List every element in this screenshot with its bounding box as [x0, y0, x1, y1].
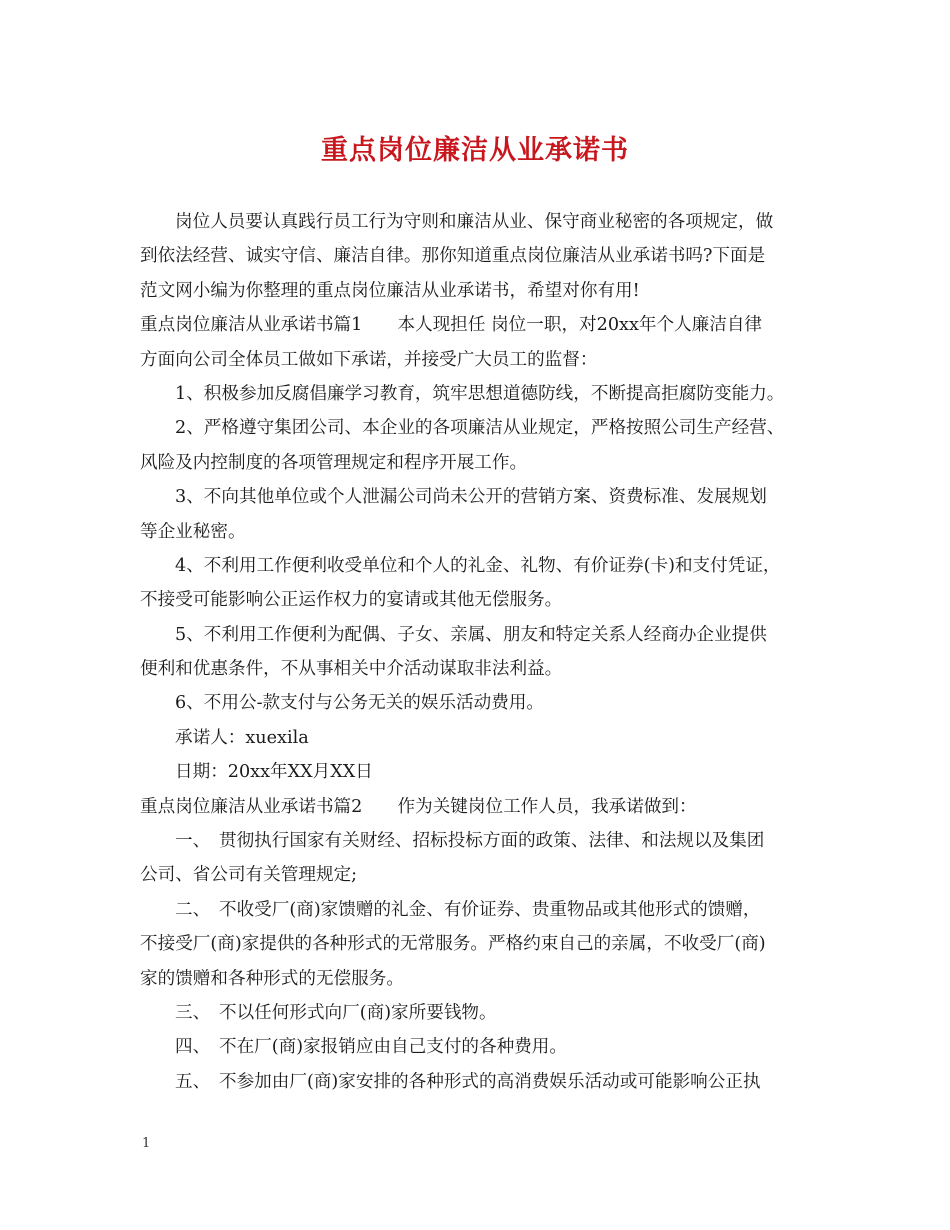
text-line: 范文网小编为你整理的重点岗位廉洁从业承诺书，希望对你有用!: [140, 280, 640, 301]
text-line: 重点岗位廉洁从业承诺书篇1 本人现担任 岗位一职，对20xx年个人廉洁自律: [140, 315, 763, 336]
text-line: 3、不向其他单位或个人泄漏公司尚未公开的营销方案、资费标准、发展规划: [175, 487, 767, 508]
text-line: 等企业秘密。: [140, 521, 246, 542]
text-line: 岗位人员要认真践行员工行为守则和廉洁从业、保守商业秘密的各项规定，做: [175, 212, 774, 232]
text-line: 三、 不以任何形式向厂(商)家所要钱物。: [175, 1002, 497, 1023]
document-body: [140, 205, 820, 1099]
text-line: 日期：20xx年XX月XX日: [175, 762, 373, 783]
text-line: 6、不用公-款支付与公务无关的娱乐活动费用。: [175, 693, 545, 714]
page-number: 1: [142, 1136, 151, 1151]
text-line: 不接受厂(商)家提供的各种形式的无常服务。严格约束自己的亲属，不收受厂(商): [140, 934, 766, 955]
text-line: 不接受可能影响公正运作权力的宴请或其他无偿服务。: [140, 590, 563, 611]
text-line: 承诺人：xuexila: [175, 727, 309, 748]
text-line: 一、 贯彻执行国家有关财经、招标投标方面的政策、法律、和法规以及集团: [175, 831, 765, 852]
text-line: 1、积极参加反腐倡廉学习教育，筑牢思想道德防线，不断提高拒腐防变能力。: [175, 383, 785, 404]
document-title: 重点岗位廉洁从业承诺书: [321, 135, 629, 166]
text-line: 二、 不收受厂(商)家馈赠的礼金、有价证券、贵重物品或其他形式的馈赠，: [175, 899, 761, 920]
text-line: 2、严格遵守集团公司、本企业的各项廉洁从业规定，严格按照公司生产经营、: [175, 418, 785, 439]
text-line: 方面向公司全体员工做如下承诺，并接受广大员工的监督：: [140, 349, 598, 370]
text-line: 家的馈赠和各种形式的无偿服务。: [140, 968, 404, 989]
text-line: 公司、省公司有关管理规定;: [140, 865, 358, 886]
text-line: 5、不利用工作便利为配偶、子女、亲属、朋友和特定关系人经商办企业提供: [175, 624, 767, 645]
text-line: 五、 不参加由厂(商)家安排的各种形式的高消费娱乐活动或可能影响公正执: [175, 1071, 761, 1092]
text-line: 风险及内控制度的各项管理规定和程序开展工作。: [140, 452, 528, 473]
text-line: 四、 不在厂(商)家报销应由自己支付的各种费用。: [175, 1037, 567, 1058]
text-line: 重点岗位廉洁从业承诺书篇2 作为关键岗位工作人员，我承诺做到：: [140, 796, 697, 817]
text-line: 4、不利用工作便利收受单位和个人的礼金、礼物、有价证券(卡)和支付凭证，: [175, 555, 781, 576]
text-line: 便利和优惠条件，不从事相关中介活动谋取非法利益。: [140, 659, 563, 680]
text-line: 到依法经营、诚实守信、廉洁自律。那你知道重点岗位廉洁从业承诺书吗?下面是: [140, 246, 766, 267]
